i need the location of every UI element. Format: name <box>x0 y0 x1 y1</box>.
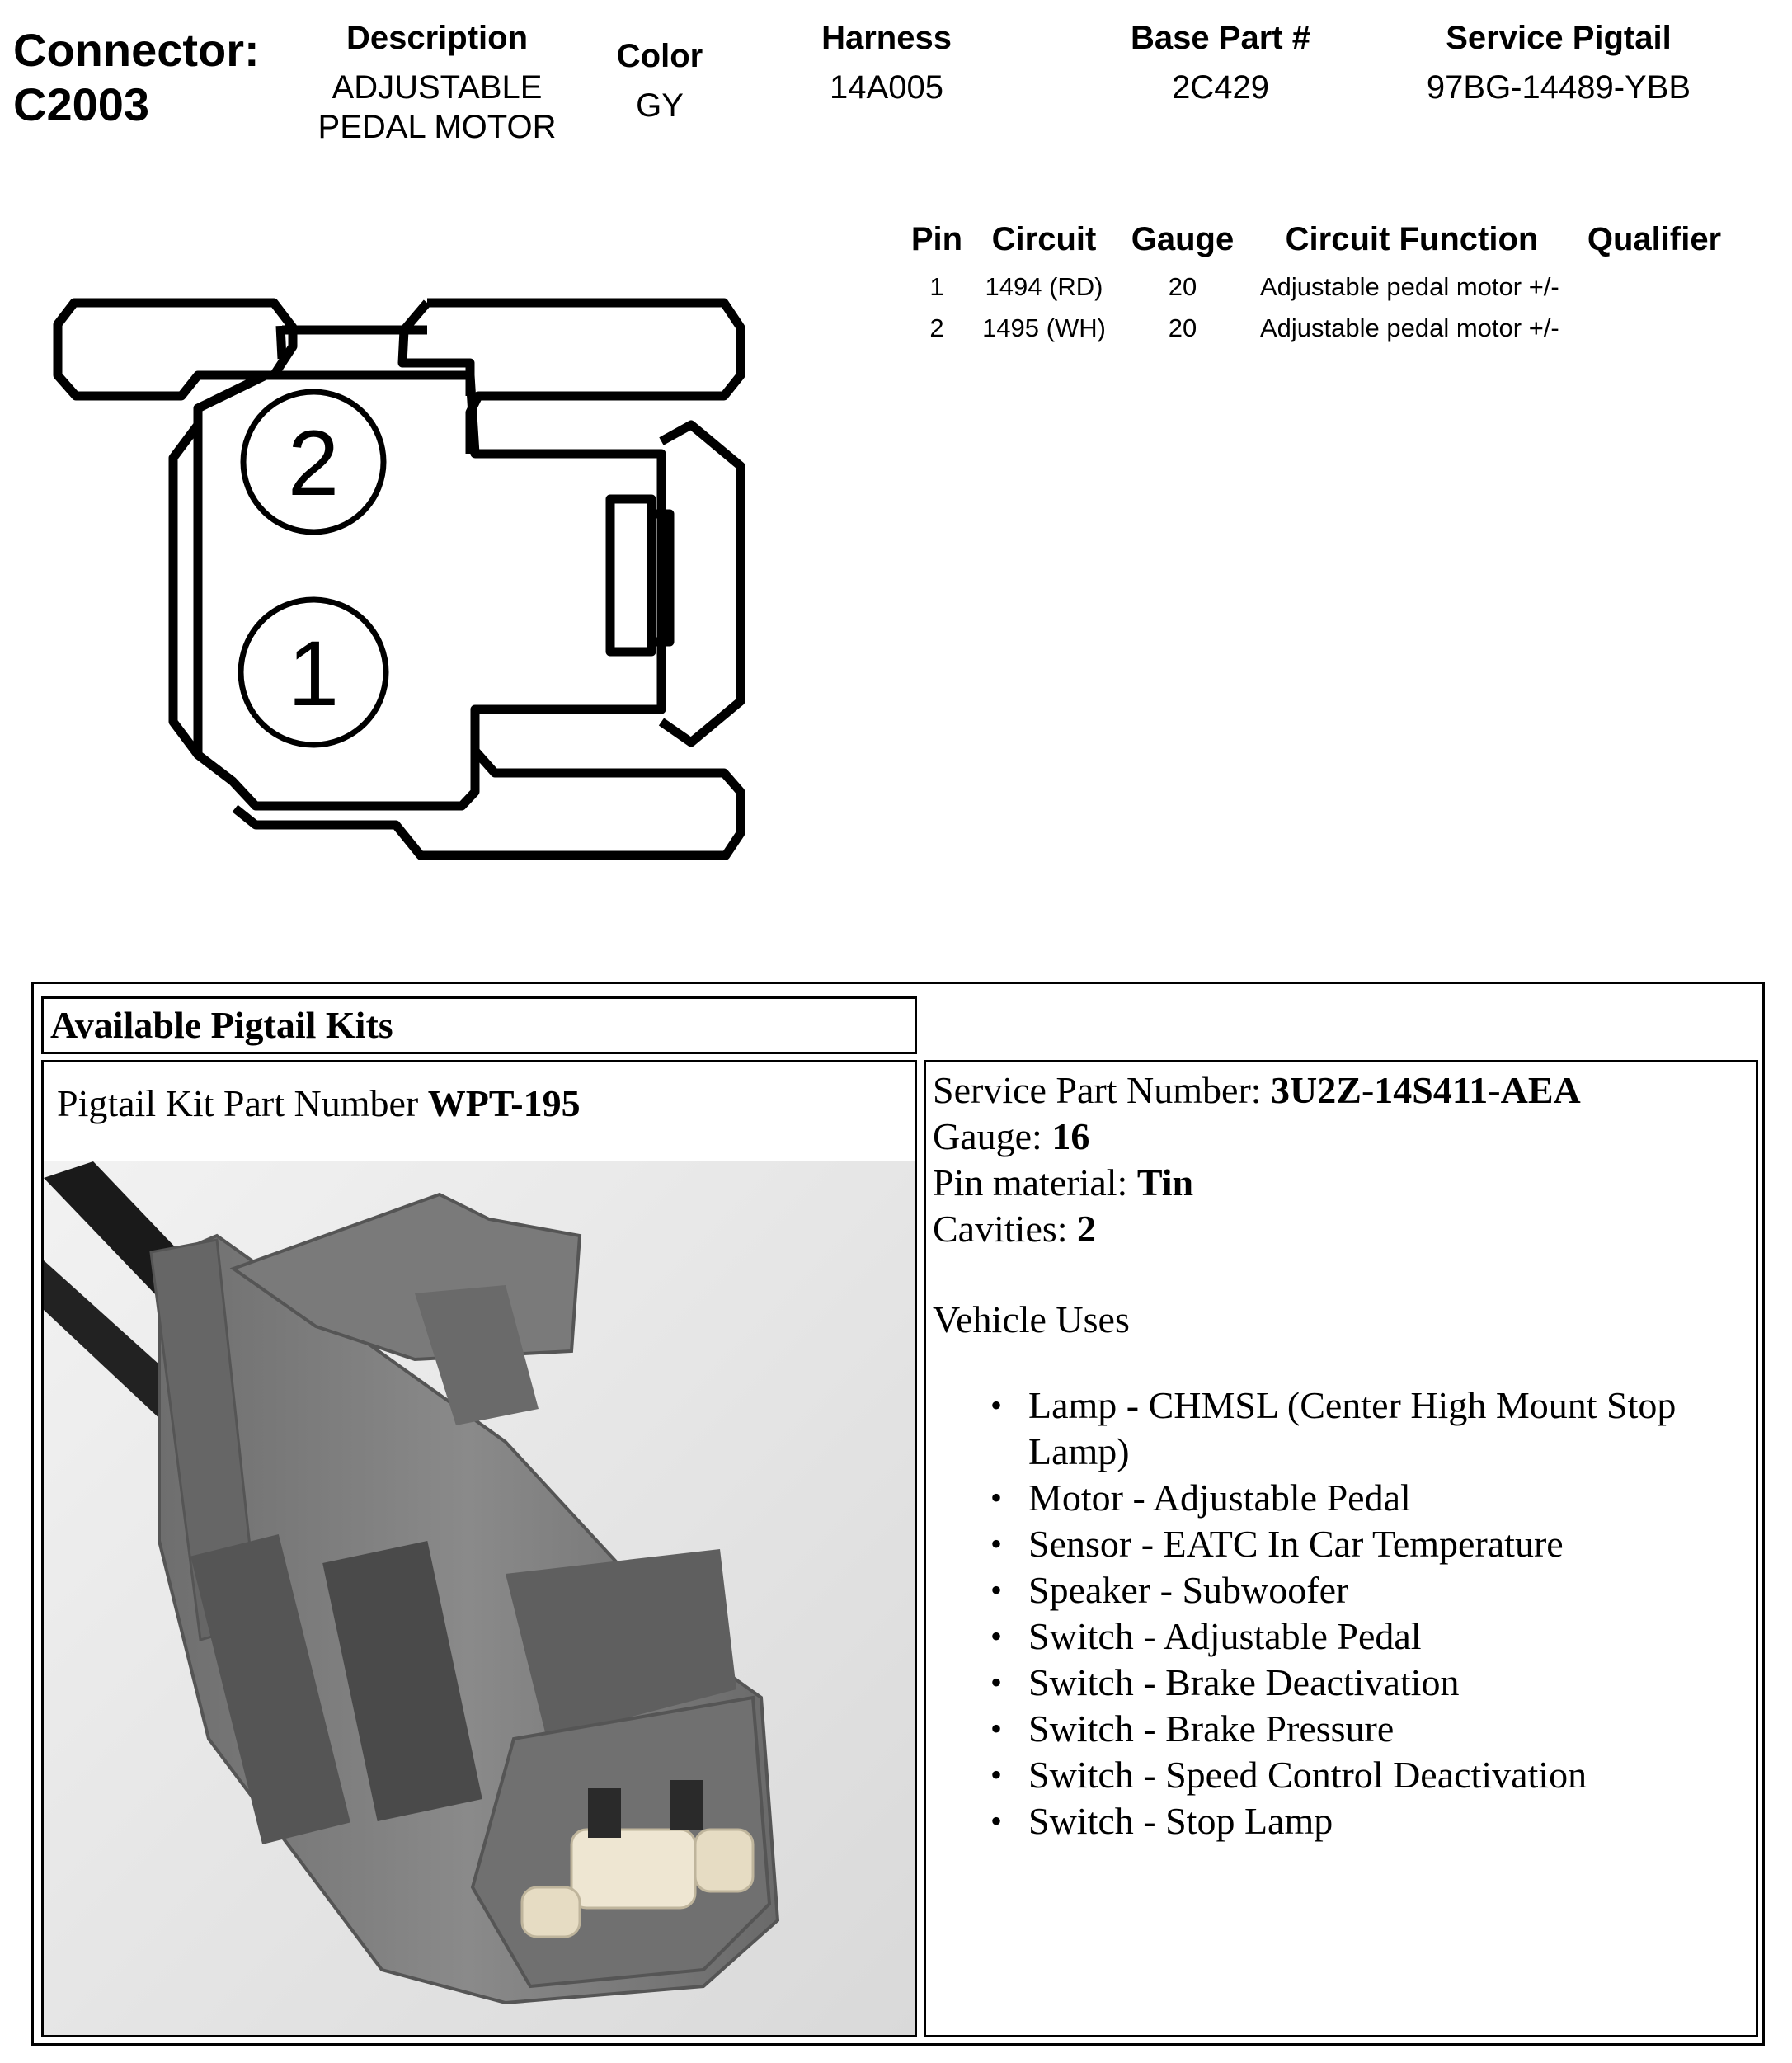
cavities-label: Cavities: <box>933 1208 1078 1250</box>
header-gauge: Gauge <box>1131 221 1235 257</box>
base-part-label: Base Part # <box>1131 20 1310 56</box>
kit-part-number <box>57 1081 581 1127</box>
pin-material-value: Tin <box>1136 1161 1194 1203</box>
list-item: • Motor - Adjustable Pedal <box>990 1475 1749 1521</box>
qualifier <box>1580 308 1729 349</box>
cavity-1-label: 1 <box>287 622 340 725</box>
connector-label: Connector: <box>13 24 260 76</box>
table-row <box>907 308 1729 349</box>
service-part-number-label: Service Part Number: <box>933 1069 1272 1111</box>
description-label: Description <box>346 20 529 56</box>
description-line-1: ADJUSTABLE <box>332 69 543 106</box>
connector-face-diagram <box>49 293 759 870</box>
description-column <box>297 18 577 147</box>
service-part-number <box>933 1067 1581 1114</box>
color-label: Color <box>616 38 703 74</box>
base-part-value: 2C429 <box>1172 69 1269 106</box>
connector-id: C2003 <box>13 78 150 130</box>
circuit: 1494 (RD) <box>985 272 1103 301</box>
cavities-value: 2 <box>1077 1208 1097 1250</box>
color-column <box>594 36 726 125</box>
pigtail-connector-photo <box>44 1161 915 2035</box>
list-item: • Lamp - CHMSL (Center High Mount Stop Lamp) <box>990 1382 1749 1475</box>
terminal <box>695 1830 753 1891</box>
pigtail-kit-cell <box>41 1060 917 2037</box>
vehicle-uses-heading: Vehicle Uses <box>933 1298 1130 1340</box>
list-item: • Switch - Speed Control Deactivation <box>990 1752 1749 1798</box>
circuit: 1495 (WH) <box>982 313 1106 342</box>
description-line-2: PEDAL MOTOR <box>317 109 557 145</box>
header-pin: Pin <box>910 221 963 257</box>
kit-part-number-value: WPT-195 <box>427 1082 581 1124</box>
pin-table-header <box>907 221 1729 266</box>
harness-column <box>775 18 998 107</box>
cavities-spec <box>933 1206 1096 1252</box>
pin-material-label: Pin material: <box>933 1161 1137 1203</box>
connector-title <box>13 23 260 132</box>
pin-table <box>907 221 1729 349</box>
circuit-function: Adjustable pedal motor +/- <box>1260 272 1559 301</box>
base-part-column <box>1097 18 1344 107</box>
qualifier <box>1580 266 1729 308</box>
table-row <box>907 266 1729 308</box>
gauge: 20 <box>1168 313 1197 342</box>
header-qualifier: Qualifier <box>1587 221 1722 257</box>
pin-material-spec <box>933 1160 1193 1206</box>
service-pigtail-label: Service Pigtail <box>1446 20 1672 56</box>
gauge-spec <box>933 1114 1089 1160</box>
circuit-function: Adjustable pedal motor +/- <box>1260 313 1559 342</box>
pigtail-kit-details-cell <box>924 1060 1758 2037</box>
terminal <box>522 1887 580 1937</box>
key-slot <box>610 499 651 652</box>
harness-label: Harness <box>821 20 952 56</box>
service-pigtail-value: 97BG-14489-YBB <box>1426 69 1691 106</box>
pin-number: 1 <box>929 272 944 301</box>
list-item: • Switch - Brake Deactivation <box>990 1660 1749 1706</box>
cavity-2-label: 2 <box>287 412 340 515</box>
pin-number: 2 <box>929 313 944 342</box>
vehicle-uses-list <box>990 1382 1749 1844</box>
available-pigtail-kits-heading: Available Pigtail Kits <box>41 996 917 1054</box>
header-circuit: Circuit <box>991 221 1097 257</box>
list-item: • Switch - Adjustable Pedal <box>990 1613 1749 1660</box>
header-circuit-function: Circuit Function <box>1285 221 1539 257</box>
list-item: • Speaker - Subwoofer <box>990 1567 1749 1613</box>
list-item: • Sensor - EATC In Car Temperature <box>990 1521 1749 1567</box>
service-part-number-value: 3U2Z-14S411-AEA <box>1271 1069 1581 1111</box>
color-value: GY <box>636 87 684 124</box>
gauge-spec-label: Gauge: <box>933 1115 1052 1157</box>
harness-value: 14A005 <box>830 69 943 106</box>
list-item: • Switch - Stop Lamp <box>990 1798 1749 1844</box>
kit-part-number-label: Pigtail Kit Part Number <box>57 1082 428 1124</box>
service-pigtail-column <box>1385 18 1732 107</box>
connector-body <box>198 375 661 806</box>
gauge-spec-value: 16 <box>1051 1115 1090 1157</box>
terminal <box>571 1830 695 1908</box>
list-item: • Switch - Brake Pressure <box>990 1706 1749 1752</box>
gauge: 20 <box>1168 272 1197 301</box>
